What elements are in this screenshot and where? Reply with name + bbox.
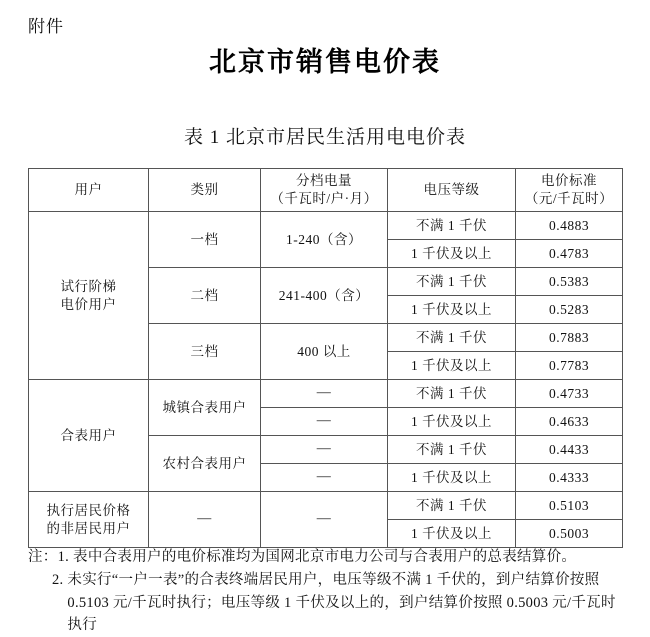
header-price-standard-line2: （元/千瓦时） <box>524 191 614 206</box>
voltage-urban-below: 不满 1 千伏 <box>388 380 516 408</box>
header-price-standard <box>516 169 623 212</box>
table-row <box>29 380 623 408</box>
price-tier2-below: 0.5383 <box>516 268 623 296</box>
group-label-ladder-users <box>29 212 149 380</box>
header-category: 类别 <box>149 169 261 212</box>
category-tier1: 一档 <box>149 212 261 268</box>
voltage-tier3-below: 不满 1 千伏 <box>388 324 516 352</box>
attachment-label: 附件 <box>28 17 64 36</box>
tier-volume-rural-below: — <box>261 436 388 464</box>
price-urban-above: 0.4633 <box>516 408 623 436</box>
header-tier-volume <box>261 169 388 212</box>
voltage-tier2-below: 不满 1 千伏 <box>388 268 516 296</box>
table-caption: 表 1 北京市居民生活用电电价表 <box>183 127 466 148</box>
voltage-urban-above: 1 千伏及以上 <box>388 408 516 436</box>
table-notes <box>28 546 628 637</box>
category-non-residential: — <box>149 492 261 548</box>
price-tier1-below: 0.4883 <box>516 212 623 240</box>
price-tier3-above: 0.7783 <box>516 352 623 380</box>
category-tier3: 三档 <box>149 324 261 380</box>
note-2-number: 2. <box>52 572 68 589</box>
group-label-ladder-line1: 试行阶梯 <box>60 278 117 294</box>
group-label-non-residential-line2: 的非居民用户 <box>46 520 131 536</box>
group-label-ladder-line2: 电价用户 <box>60 296 117 312</box>
voltage-tier1-below: 不满 1 千伏 <box>388 212 516 240</box>
page-title: 北京市销售电价表 <box>209 47 441 77</box>
notes-prefix: 注： <box>28 549 58 565</box>
header-tier-volume-line1: 分档电量 <box>296 173 352 189</box>
voltage-nonres-above: 1 千伏及以上 <box>388 520 516 548</box>
table-row <box>29 212 623 240</box>
voltage-tier1-above: 1 千伏及以上 <box>388 240 516 268</box>
note-2-text: 未实行“一户一表”的合表终端居民用户，电压等级不满 1 千伏的，到户结算价按照 0.5103 元/千瓦时执行；电压等级 1 千伏及以上的，到户结算价按照 0.5003 元/千瓦时执行 <box>67 572 616 634</box>
voltage-tier3-above: 1 千伏及以上 <box>388 352 516 380</box>
voltage-rural-above: 1 千伏及以上 <box>388 464 516 492</box>
tier-volume-urban-above: — <box>261 408 388 436</box>
tier-volume-urban-below: — <box>261 380 388 408</box>
table-header-row <box>29 169 623 212</box>
voltage-tier2-above: 1 千伏及以上 <box>388 296 516 324</box>
note-1-number: 1. <box>57 549 74 565</box>
tier-volume-tier3: 400 以上 <box>261 324 388 380</box>
header-user: 用户 <box>29 169 149 212</box>
tier-volume-non-residential: — <box>261 492 388 548</box>
price-rural-above: 0.4333 <box>516 464 623 492</box>
price-tier2-above: 0.5283 <box>516 296 623 324</box>
price-table-container <box>28 168 622 548</box>
table-row <box>29 492 623 520</box>
tier-volume-rural-above: — <box>261 464 388 492</box>
price-nonres-below: 0.5103 <box>516 492 623 520</box>
group-label-combined-meter-users: 合表用户 <box>29 380 149 492</box>
header-price-standard-line1: 电价标准 <box>541 173 597 189</box>
group-label-non-residential-line1: 执行居民价格 <box>46 502 131 518</box>
price-rural-below: 0.4433 <box>516 436 623 464</box>
voltage-rural-below: 不满 1 千伏 <box>388 436 516 464</box>
tier-volume-tier1: 1-240（含） <box>261 212 388 268</box>
group-label-non-residential <box>29 492 149 548</box>
category-tier2: 二档 <box>149 268 261 324</box>
header-tier-volume-line2: （千瓦时/户·月） <box>270 191 378 206</box>
category-rural-combined: 农村合表用户 <box>149 436 261 492</box>
price-tier3-below: 0.7883 <box>516 324 623 352</box>
price-nonres-above: 0.5003 <box>516 520 623 548</box>
category-urban-combined: 城镇合表用户 <box>149 380 261 436</box>
electricity-price-table <box>28 168 623 548</box>
note-1-text: 表中合表用户的电价标准均为国网北京市电力公司与合表用户的总表结算价。 <box>73 549 577 565</box>
note-item-1 <box>28 546 628 568</box>
header-voltage-level: 电压等级 <box>388 169 516 212</box>
price-urban-below: 0.4733 <box>516 380 623 408</box>
price-tier1-above: 0.4783 <box>516 240 623 268</box>
note-item-2 <box>28 569 628 636</box>
voltage-nonres-below: 不满 1 千伏 <box>388 492 516 520</box>
tier-volume-tier2: 241-400（含） <box>261 268 388 324</box>
